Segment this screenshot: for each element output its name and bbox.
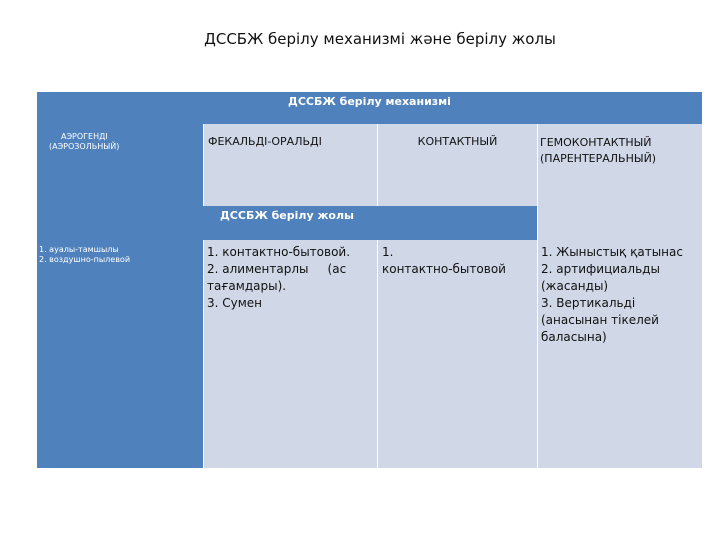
contact-cell: КОНТАКТНЫЙ: [378, 124, 537, 206]
routes-header: ДССБЖ берілу жолы: [37, 206, 537, 240]
airborne-routes-cell: [37, 240, 203, 468]
route-item: 1. Жыныстық қатынас: [541, 245, 683, 259]
hemo-routes-cell: [538, 240, 702, 468]
route-item: 2. воздушно-пылевой: [39, 255, 131, 264]
route-item: 1. ауалы-тамшылы: [39, 245, 119, 254]
route-item: (жасанды): [541, 279, 609, 293]
hemocontact-label: ГЕМОКОНТАКТНЫЙ: [540, 136, 652, 149]
aerogen-label: АЭРОГЕНДІ: [61, 132, 108, 141]
route-item: 2. артифициальды: [541, 262, 660, 276]
route-item: тағамдары).: [207, 279, 287, 293]
route-item: (анасынан тікелей: [541, 313, 659, 327]
route-item: баласына): [541, 330, 607, 344]
mechanism-header: ДССБЖ берілу механизмі: [37, 92, 702, 124]
route-item: контактно-бытовой: [382, 262, 506, 276]
aerogen-sublabel: (АЭРОЗОЛЬНЫЙ): [49, 142, 120, 151]
fecal-oral-cell: ФЕКАЛЬДІ-ОРАЛЬДІ: [204, 124, 377, 206]
aerogen-cell: [37, 124, 203, 206]
routes-header-empty-cell: [538, 206, 702, 240]
fecal-routes-cell: [204, 240, 377, 468]
route-item: 3. Вертикальді: [541, 296, 636, 310]
route-item: 1. контактно-бытовой.: [207, 245, 351, 259]
route-item: 1.: [382, 245, 394, 259]
contact-routes-cell: [378, 240, 537, 468]
hemocontact-cell: [538, 124, 702, 206]
route-item: 2. алиментарлы (ас: [207, 262, 347, 276]
route-item: 3. Сумен: [207, 296, 263, 310]
hemocontact-sublabel: (ПАРЕНТЕРАЛЬНЫЙ): [540, 152, 657, 165]
page-title: ДССБЖ берілу механизмі және берілу жолы: [204, 30, 556, 48]
